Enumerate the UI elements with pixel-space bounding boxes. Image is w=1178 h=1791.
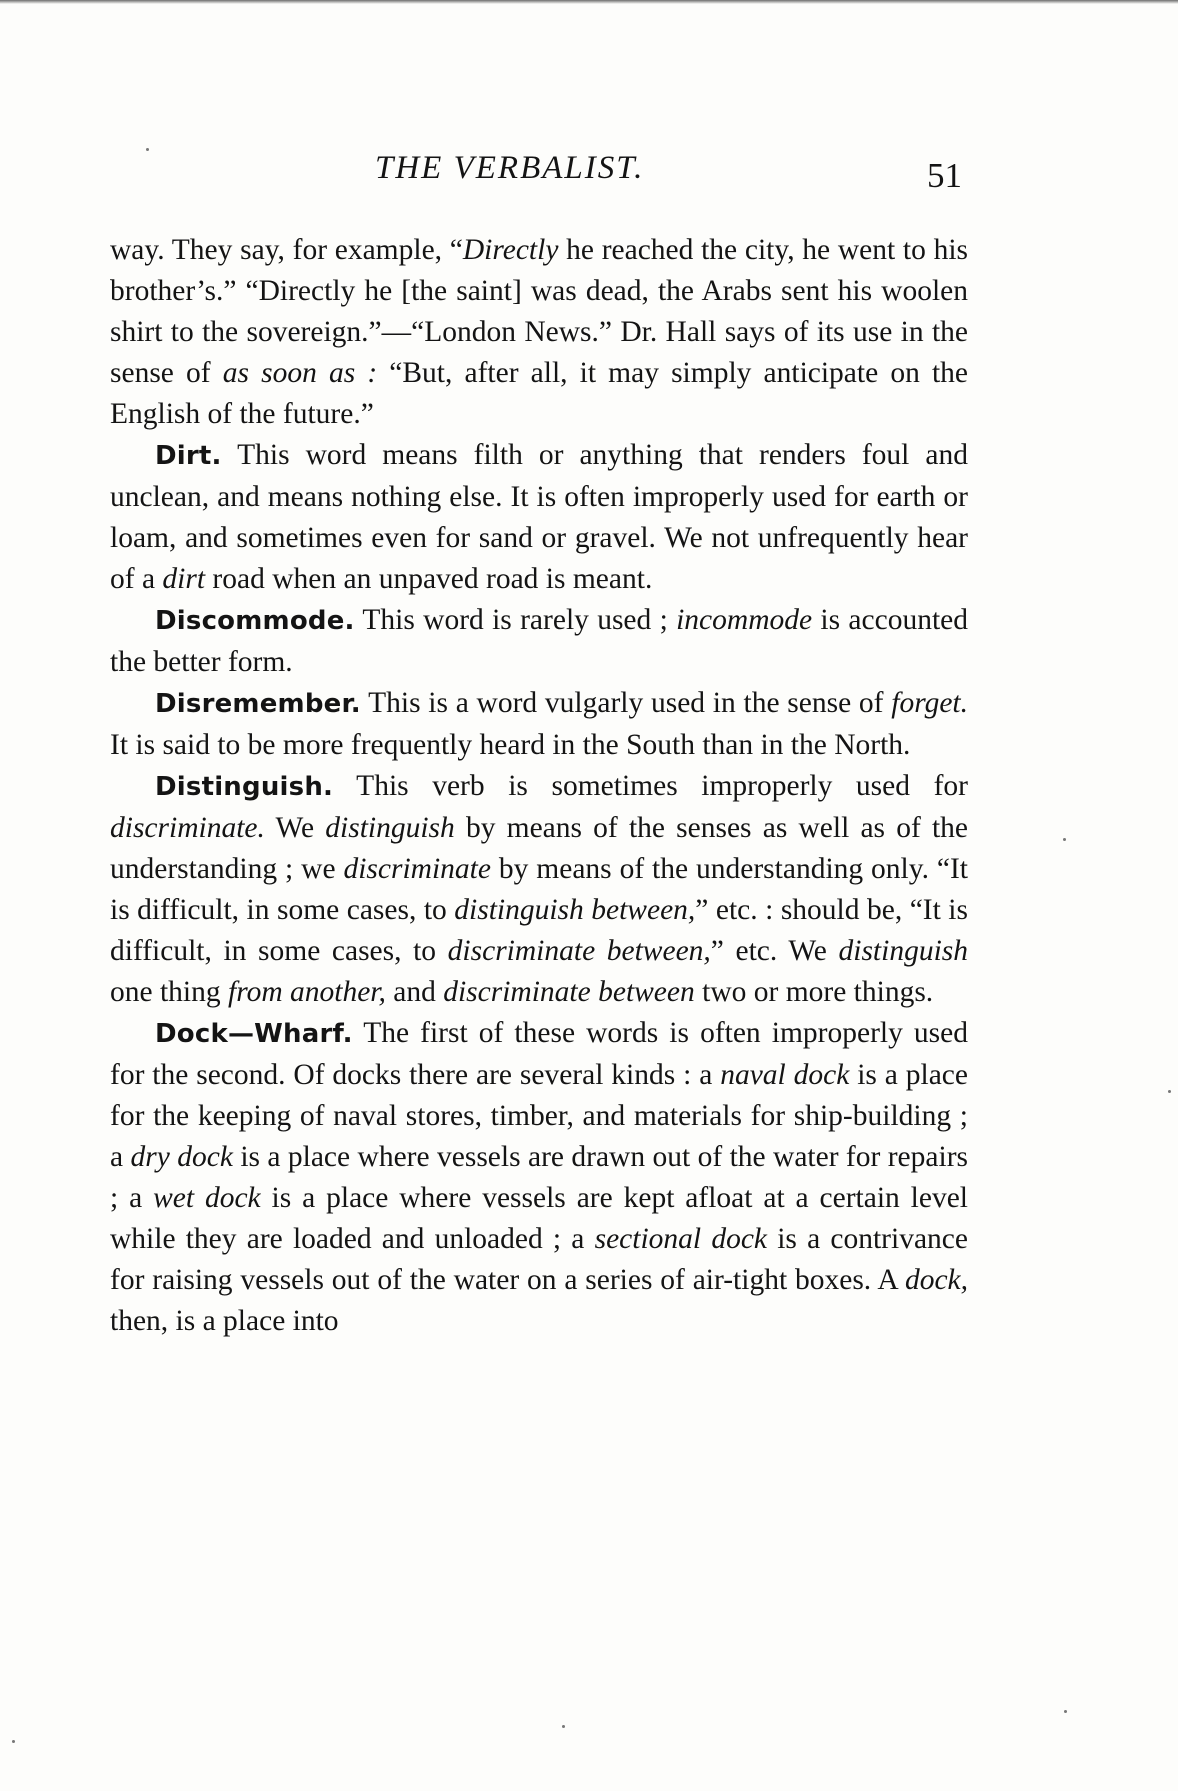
paper-speck	[1064, 1710, 1067, 1713]
entry-term: Dock—Wharf.	[155, 1019, 353, 1049]
italic-run: dock,	[904, 1264, 968, 1296]
italic-run: distinguish between,	[454, 894, 696, 926]
entry-dock-wharf	[110, 1013, 968, 1342]
italic-run: Directly	[462, 234, 559, 266]
text-run: one thing	[110, 976, 228, 1008]
text-run: and	[385, 976, 444, 1008]
text-run: is a place for the keeping of naval stores, timber, and materials for ship-building ; a	[110, 1059, 968, 1173]
text-run: This is a word vulgarly used in the sense of	[360, 687, 892, 719]
text-run: by means of the understanding only. “It is difficult, in some cases, to	[110, 853, 968, 926]
entry-term: Distinguish.	[155, 772, 334, 802]
text-run: is accounted the better form.	[110, 604, 968, 678]
italic-run: forget.	[891, 687, 968, 719]
text-run: way. They say, for example, “	[110, 234, 463, 266]
text-run: The first of these words is often improperly used for the second. Of docks there are several kinds : a	[110, 1017, 968, 1091]
text-run: he reached the city, he went to his brother’s.” “Directly he [the saint] was dead, the Arabs sent his woolen shirt to the sovereign.”—“London News.” Dr. Hall says of its use in the sense of	[110, 234, 968, 389]
text-run: road when an unpaved road is meant.	[205, 563, 653, 595]
italic-run: from another,	[228, 976, 386, 1008]
text-run: then, is a place into	[110, 1305, 339, 1337]
paper-speck	[146, 148, 149, 151]
entry-term: Dirt.	[155, 441, 222, 471]
text-run: two or more things.	[694, 976, 934, 1008]
body-text	[110, 230, 968, 1342]
text-run: is a place where vessels are drawn out of the water for repairs ; a	[110, 1141, 968, 1214]
continued-paragraph	[110, 230, 968, 435]
page-top-edge	[0, 0, 1178, 4]
paper-speck	[1063, 838, 1066, 841]
italic-run: discriminate between,	[447, 935, 711, 967]
entry-distinguish	[110, 766, 968, 1013]
italic-run: discriminate	[343, 853, 491, 885]
text-run: by means of the senses as well as of the understanding ; we	[110, 812, 968, 885]
italic-run: distinguish	[838, 935, 968, 967]
italic-run: dirt	[162, 563, 206, 595]
italic-run: distinguish	[325, 812, 455, 844]
text-run: ” etc. We	[710, 935, 839, 967]
text-run: is a place where vessels are kept afloat at a certain level while they are loaded and unloaded ; a	[110, 1182, 969, 1255]
page-number: 51	[927, 156, 962, 195]
entry-dirt	[110, 435, 968, 600]
paper-speck	[12, 1740, 15, 1743]
text-run: It is said to be more frequently heard in the South than in the North.	[110, 729, 911, 761]
italic-run: naval dock	[720, 1059, 850, 1091]
italic-run: as soon as :	[222, 357, 378, 389]
text-run: This word means filth or anything that renders foul and unclean, and means nothing else. It is often improperly used for earth or loam, and sometimes even for sand or gravel. We not unfrequently hear of a	[110, 439, 968, 595]
entry-discommode	[110, 600, 968, 683]
italic-run: incommode	[676, 604, 813, 636]
text-run: ” etc. : should be, “It is difficult, in some cases, to	[110, 894, 968, 967]
text-run: is a contrivance for raising vessels out of the water on a series of air-tight boxes. A	[110, 1223, 968, 1296]
running-head	[0, 150, 1178, 194]
italic-run: discriminate.	[110, 812, 265, 844]
running-title: THE VERBALIST.	[375, 150, 645, 186]
italic-run: wet dock	[153, 1182, 261, 1214]
italic-run: discriminate between	[443, 976, 695, 1008]
entry-disremember	[110, 683, 968, 766]
text-run: “But, after all, it may simply anticipate on the English of the future.”	[110, 357, 968, 430]
entry-term: Discommode.	[155, 606, 355, 636]
text-run: We	[264, 812, 326, 844]
entry-term: Disremember.	[155, 689, 361, 719]
italic-run: sectional dock	[594, 1223, 768, 1255]
text-run: This word is rarely used ;	[354, 604, 677, 636]
paper-speck	[1168, 1090, 1171, 1093]
paper-speck	[562, 1725, 565, 1728]
italic-run: dry dock	[130, 1141, 233, 1173]
text-run: This verb is sometimes improperly used for	[333, 770, 968, 802]
